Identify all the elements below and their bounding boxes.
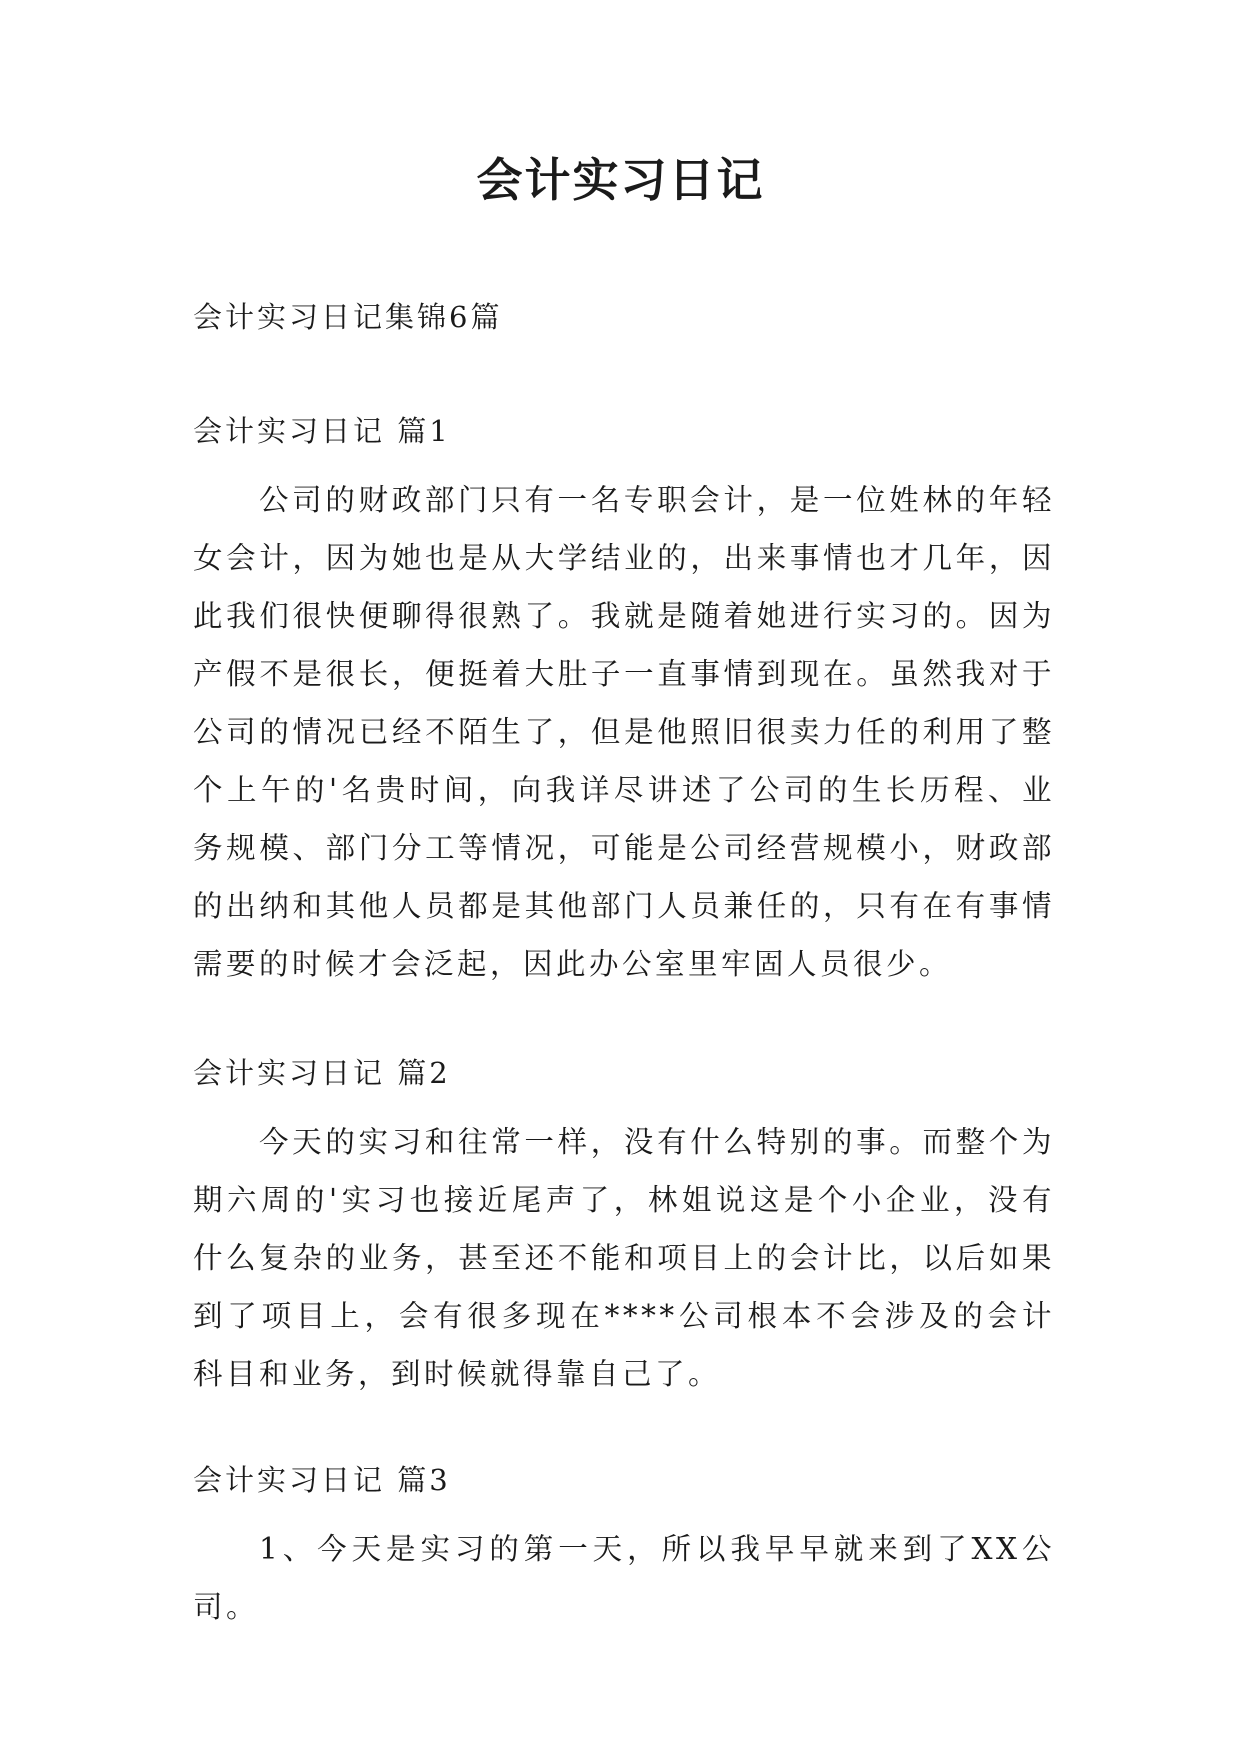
document-title: 会计实习日记 (476, 153, 765, 207)
document-subtitle: 会计实习日记集锦6篇 (193, 300, 503, 334)
entry-heading: 会计实习日记 篇1 (193, 414, 451, 448)
diary-entry-1 (193, 411, 1055, 993)
entry-body: 今天的实习和往常一样，没有什么特别的事。而整个为期六周的'实习也接近尾声了，林姐说这是个小企业，没有什么复杂的业务，甚至还不能和项目上的会计比，以后如果到了项目上，会有很多现在****公司根本不会涉及的会计科目和业务，到时候就得靠自己了。 (193, 1125, 1055, 1391)
entry-heading: 会计实习日记 篇3 (193, 1463, 451, 1497)
diary-entry-3 (193, 1460, 1055, 1636)
diary-entry-2 (193, 1053, 1055, 1403)
entry-body: 1、今天是实习的第一天，所以我早早就来到了XX公司。 (193, 1532, 1055, 1624)
entry-body: 公司的财政部门只有一名专职会计，是一位姓林的年轻女会计，因为她也是从大学结业的，出来事情也才几年，因此我们很快便聊得很熟了。我就是随着她进行实习的。因为产假不是很长，便挺着大肚子一直事情到现在。虽然我对于公司的情况已经不陌生了，但是他照旧很卖力任的利用了整个上午的'名贵时间，向我详尽讲述了公司的生长历程、业务规模、部门分工等情况，可能是公司经营规模小，财政部的出纳和其他人员都是其他部门人员兼任的，只有在有事情需要的时候才会泛起，因此办公室里牢固人员很少。 (193, 483, 1055, 981)
entry-heading: 会计实习日记 篇2 (193, 1056, 451, 1090)
